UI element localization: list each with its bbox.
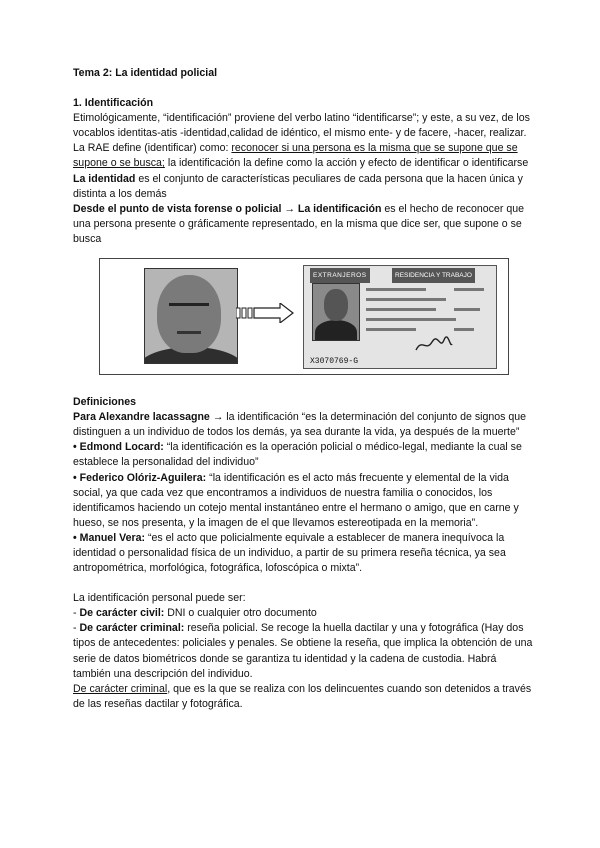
section-heading-identificacion: 1. Identificación <box>73 97 154 110</box>
definition-lacassagne: Para Alexandre lacassagne → la identificación “es la determinación del conjunto de signos que distinguen a un individuo de todos los demás, ya sea durante la vida, ya después de la muerte” <box>73 411 527 439</box>
card-photo <box>312 283 360 341</box>
paragraph-etimologia: Etimológicamente, “identificación” proviene del verbo latino “identificarse”; y este, a su vez, de los vocablos identitas-atis -identidad,calidad de idéntico, el mismo ente- y de facere, -hacer, realizar. <box>73 112 530 140</box>
card-number: X3070769-G <box>310 357 359 367</box>
personal-intro: La identificación personal puede ser: <box>73 592 246 605</box>
signature-mark <box>414 336 454 354</box>
paragraph-rae: La RAE define (identificar) como: reconocer si una persona es la misma que se supone que se supone o se busca; la identificación la define como la acción y efecto de identificar o identificarse <box>73 142 529 170</box>
personal-civil: - De carácter civil: DNI o cualquier otro documento <box>73 607 317 620</box>
card-header-left: EXTRANJEROS <box>310 268 370 283</box>
paragraph-forense: Desde el punto de vista forense o policial → La identificación es el hecho de reconocer que una persona presente o gráficamente representado, en la misma que dice ser, que supone o se busca <box>73 202 524 245</box>
personal-criminal: - De carácter criminal: reseña policial. Se recoge la huella dactilar y una y fotográfica (Hay dos tipos de antecedentes: policiales y penales. Se obtiene la reseña, que implica la obtención de una serie de datos biométricos donde se garantiza tu identidad y la cadena de custodia. Habrá también una descripción del individuo. <box>73 622 533 680</box>
id-card <box>303 265 497 369</box>
personal-last: De carácter criminal, que es la que se realiza con los delincuentes cuando son detenidos a través de las reseñas dactilar y fotográfica. <box>73 682 532 710</box>
definitions-heading: Definiciones <box>73 396 136 409</box>
document-page <box>73 66 533 712</box>
definition-locard: • Edmond Locard: “la identificación es la operación policial o médico-legal, mediante la cual se establece la personalidad del individuo” <box>73 441 522 469</box>
definition-oloriz: • Federico Olóriz-Aguilera: “la identificación es el acto más frecuente y elemental de la vida social, ya que cada vez que encontramos a individuos de nuestra familia o conocidos, los identificamos haciendo un cotejo mental instantáneo entre el hermano o amigo, que en carne y hueso, se nos presenta, y la imagen de el que llevamos estereotipada en la memoria”. <box>73 471 519 529</box>
identification-figure <box>99 258 509 375</box>
card-header-right: RESIDENCIA Y TRABAJO <box>392 268 475 283</box>
arrow-right-icon <box>236 303 294 323</box>
page-title: Tema 2: La identidad policial <box>73 67 218 79</box>
face-photo <box>144 268 238 364</box>
paragraph-identidad: La identidad es el conjunto de características peculiares de cada persona que la hacen única y distinta a los demás <box>73 172 523 200</box>
definition-vera: • Manuel Vera: “es el acto que policialmente equivale a establecer de manera inequívoca la identidad o personalidad física de un individuo, a partir de su primera reseña técnica, ya sea antropométrica, morfológica, fotográfica, lofoscópica o mixta”. <box>73 531 506 575</box>
